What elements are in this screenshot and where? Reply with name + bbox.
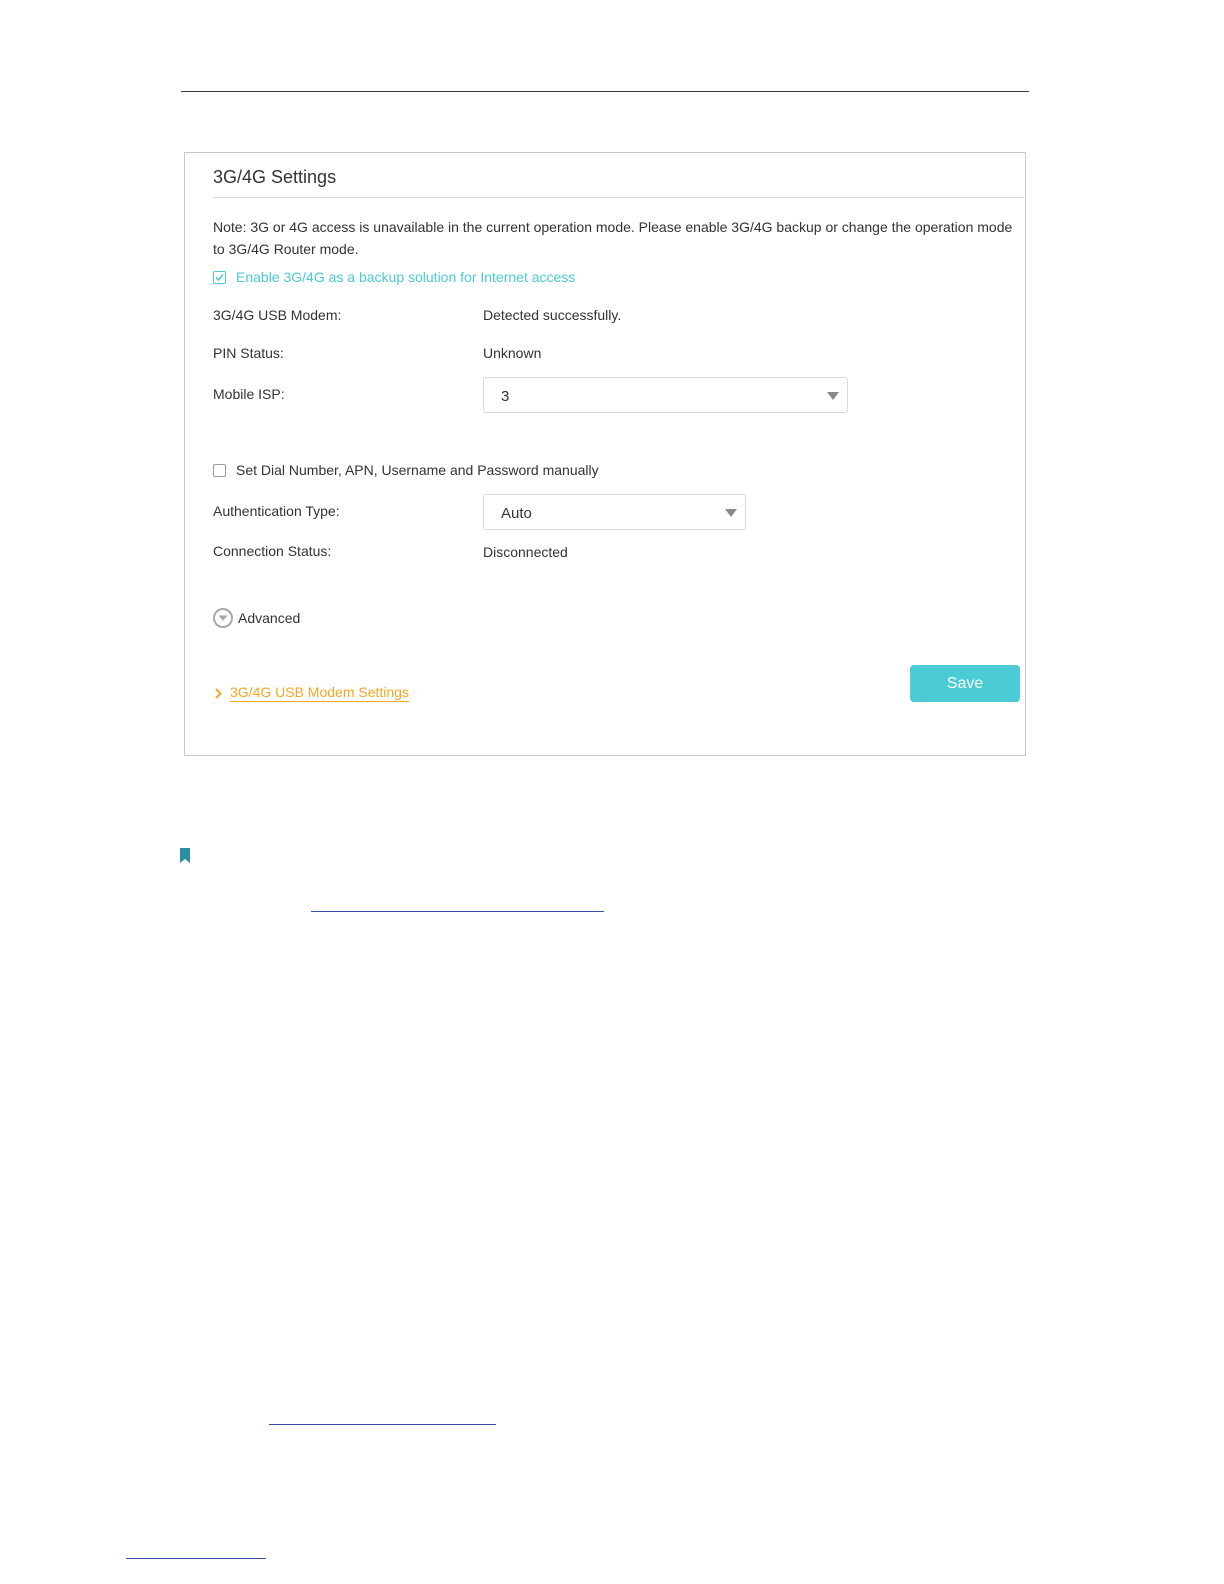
advanced-label[interactable]: Advanced (238, 610, 301, 626)
modem-settings-link-row[interactable] (215, 684, 409, 702)
pin-status-value: Unknown (483, 345, 542, 361)
chevron-circle-down-icon[interactable] (213, 608, 233, 628)
title-divider (213, 197, 1023, 198)
backup-option[interactable] (213, 269, 575, 285)
hyperlink-underline[interactable] (311, 911, 604, 912)
usb-modem-value: Detected successfully. (483, 307, 622, 323)
note-text: Note: 3G or 4G access is unavailable in the current operation mode. Please enable 3G/4G backup or change the operation mode to 3G/4G Router mode. (213, 219, 1013, 257)
manual-option[interactable] (213, 462, 599, 478)
connection-status-value: Disconnected (483, 544, 568, 560)
connection-status-label: Connection Status: (213, 543, 332, 559)
auth-type-label: Authentication Type: (213, 503, 340, 519)
checkmark-icon (215, 273, 224, 282)
usb-modem-label: 3G/4G USB Modem: (213, 307, 342, 323)
mobile-isp-select[interactable] (483, 377, 848, 413)
caret-down-icon (827, 392, 839, 400)
advanced-toggle[interactable] (213, 608, 300, 628)
mobile-isp-value: 3 (501, 388, 510, 405)
modem-settings-link[interactable]: 3G/4G USB Modem Settings (230, 684, 409, 700)
auth-type-value: Auto (501, 505, 532, 522)
panel-title: 3G/4G Settings (213, 167, 337, 187)
auth-type-select[interactable] (483, 494, 746, 530)
caret-down-icon (725, 509, 737, 517)
hyperlink-underline[interactable] (126, 1558, 266, 1559)
hyperlink-underline[interactable] (269, 1424, 496, 1425)
backup-checkbox-label[interactable]: Enable 3G/4G as a backup solution for Internet access (236, 269, 576, 285)
mobile-isp-label: Mobile ISP: (213, 386, 285, 402)
save-button[interactable]: Save (910, 665, 1020, 702)
bookmark-icon (180, 848, 190, 868)
manual-checkbox[interactable] (213, 464, 226, 477)
pin-status-label: PIN Status: (213, 345, 284, 361)
manual-checkbox-label[interactable]: Set Dial Number, APN, Username and Password manually (236, 462, 599, 478)
settings-panel (184, 152, 1026, 756)
backup-checkbox[interactable] (213, 271, 226, 284)
chevron-right-icon (215, 688, 222, 699)
header-rule (181, 91, 1029, 92)
